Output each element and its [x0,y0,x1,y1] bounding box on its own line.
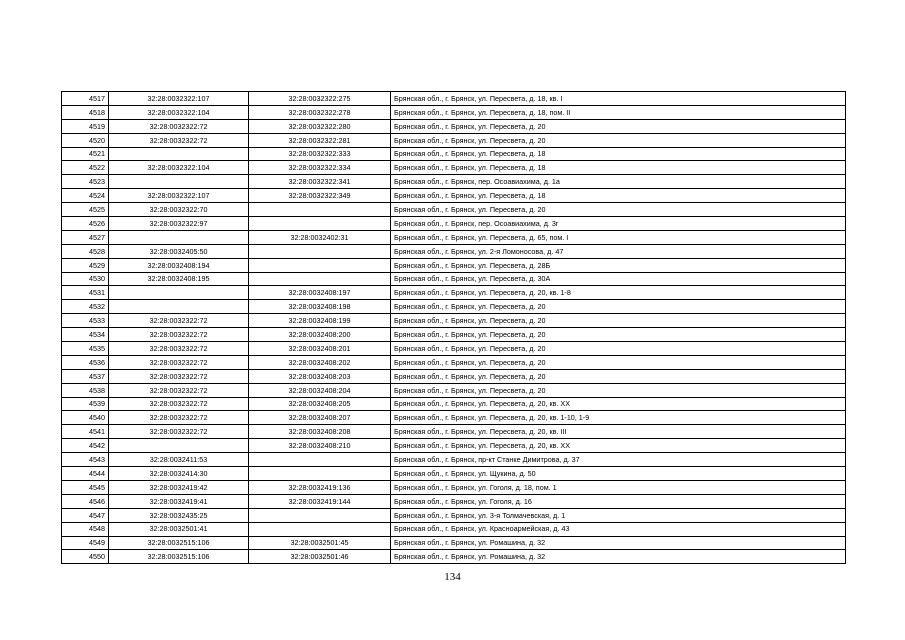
object-cadastral-number-cell: 32:28:0032408:199 [249,314,391,328]
land-cadastral-number-cell: 32:28:0032501:41 [109,522,249,536]
table-row [62,536,846,550]
land-cadastral-number-cell [109,147,249,161]
land-cadastral-number-cell: 32:28:0032322:97 [109,217,249,231]
table-row [62,439,846,453]
object-cadastral-number-cell: 32:28:0032408:208 [249,425,391,439]
object-cadastral-number-cell: 32:28:0032322:278 [249,105,391,119]
table-row [62,522,846,536]
land-cadastral-number-cell: 32:28:0032322:72 [109,328,249,342]
table-row [62,133,846,147]
object-cadastral-number-cell [249,508,391,522]
row-number-cell: 4518 [62,105,109,119]
table-body [62,92,846,564]
object-cadastral-number-cell: 32:28:0032408:203 [249,369,391,383]
land-cadastral-number-cell: 32:28:0032322:72 [109,342,249,356]
land-cadastral-number-cell: 32:28:0032435:25 [109,508,249,522]
table-row [62,480,846,494]
address-cell: Брянская обл., г. Брянск, ул. Пересвета, д. 30А [391,272,846,286]
address-cell: Брянская обл., г. Брянск, ул. Пересвета, д. 18 [391,161,846,175]
object-cadastral-number-cell: 32:28:0032501:46 [249,550,391,564]
row-number-cell: 4543 [62,453,109,467]
address-cell: Брянская обл., г. Брянск, ул. 3-я Толмачевская, д. 1 [391,508,846,522]
object-cadastral-number-cell: 32:28:0032408:210 [249,439,391,453]
land-cadastral-number-cell: 32:28:0032408:195 [109,272,249,286]
object-cadastral-number-cell [249,522,391,536]
land-cadastral-number-cell: 32:28:0032322:72 [109,314,249,328]
object-cadastral-number-cell [249,203,391,217]
table-row [62,355,846,369]
address-cell: Брянская обл., г. Брянск, ул. Пересвета, д. 20 [391,133,846,147]
address-cell: Брянская обл., г. Брянск, ул. Пересвета, д. 18 [391,189,846,203]
land-cadastral-number-cell: 32:28:0032322:72 [109,425,249,439]
object-cadastral-number-cell: 32:28:0032322:275 [249,92,391,106]
row-number-cell: 4536 [62,355,109,369]
address-cell: Брянская обл., г. Брянск, ул. Красноармейская, д. 43 [391,522,846,536]
table-row [62,411,846,425]
object-cadastral-number-cell: 32:28:0032402:31 [249,230,391,244]
address-cell: Брянская обл., г. Брянск, ул. Пересвета, д. 18, кв. I [391,92,846,106]
row-number-cell: 4534 [62,328,109,342]
object-cadastral-number-cell: 32:28:0032408:205 [249,397,391,411]
address-cell: Брянская обл., г. Брянск, ул. Пересвета, д. 20 [391,328,846,342]
row-number-cell: 4544 [62,467,109,481]
address-cell: Брянская обл., г. Брянск, ул. Пересвета, д. 20, кв. 1-8 [391,286,846,300]
address-cell: Брянская обл., г. Брянск, ул. Гоголя, д. 16 [391,494,846,508]
table-row [62,105,846,119]
address-cell: Брянская обл., г. Брянск, ул. Пересвета, д. 18 [391,147,846,161]
object-cadastral-number-cell: 32:28:0032322:281 [249,133,391,147]
land-cadastral-number-cell: 32:28:0032322:70 [109,203,249,217]
table-row [62,272,846,286]
object-cadastral-number-cell: 32:28:0032322:334 [249,161,391,175]
row-number-cell: 4520 [62,133,109,147]
table-row [62,175,846,189]
table-row [62,300,846,314]
row-number-cell: 4519 [62,119,109,133]
object-cadastral-number-cell [249,272,391,286]
cadastral-table [61,91,846,564]
land-cadastral-number-cell: 32:28:0032322:104 [109,161,249,175]
object-cadastral-number-cell: 32:28:0032501:45 [249,536,391,550]
land-cadastral-number-cell: 32:28:0032419:41 [109,494,249,508]
object-cadastral-number-cell: 32:28:0032322:341 [249,175,391,189]
land-cadastral-number-cell: 32:28:0032322:72 [109,411,249,425]
address-cell: Брянская обл., г. Брянск, ул. 2-я Ломоносова, д. 47 [391,244,846,258]
table-row [62,286,846,300]
object-cadastral-number-cell: 32:28:0032408:202 [249,355,391,369]
address-cell: Брянская обл., г. Брянск, ул. Пересвета, д. 20 [391,369,846,383]
table-row [62,397,846,411]
row-number-cell: 4540 [62,411,109,425]
land-cadastral-number-cell [109,175,249,189]
land-cadastral-number-cell: 32:28:0032322:72 [109,119,249,133]
land-cadastral-number-cell: 32:28:0032322:107 [109,189,249,203]
row-number-cell: 4530 [62,272,109,286]
address-cell: Брянская обл., г. Брянск, ул. Пересвета, д. 20 [391,203,846,217]
address-cell: Брянская обл., г. Брянск, пер. Осоавиахима, д. 1а [391,175,846,189]
object-cadastral-number-cell: 32:28:0032408:201 [249,342,391,356]
table-row [62,467,846,481]
row-number-cell: 4542 [62,439,109,453]
object-cadastral-number-cell: 32:28:0032408:204 [249,383,391,397]
land-cadastral-number-cell [109,230,249,244]
page-number: 134 [444,571,461,583]
row-number-cell: 4522 [62,161,109,175]
land-cadastral-number-cell: 32:28:0032322:72 [109,397,249,411]
land-cadastral-number-cell: 32:28:0032322:72 [109,383,249,397]
address-cell: Брянская обл., г. Брянск, ул. Щукина, д. 50 [391,467,846,481]
object-cadastral-number-cell: 32:28:0032408:207 [249,411,391,425]
object-cadastral-number-cell: 32:28:0032408:198 [249,300,391,314]
row-number-cell: 4517 [62,92,109,106]
table-row [62,550,846,564]
object-cadastral-number-cell [249,467,391,481]
row-number-cell: 4539 [62,397,109,411]
land-cadastral-number-cell [109,300,249,314]
row-number-cell: 4547 [62,508,109,522]
object-cadastral-number-cell: 32:28:0032322:280 [249,119,391,133]
address-cell: Брянская обл., г. Брянск, ул. Пересвета, д. 20 [391,383,846,397]
object-cadastral-number-cell: 32:28:0032419:144 [249,494,391,508]
table-row [62,161,846,175]
address-cell: Брянская обл., г. Брянск, ул. Пересвета, д. 65, пом. I [391,230,846,244]
row-number-cell: 4526 [62,217,109,231]
table-row [62,369,846,383]
row-number-cell: 4549 [62,536,109,550]
table-row [62,203,846,217]
address-cell: Брянская обл., г. Брянск, ул. Пересвета, д. 18, пом. II [391,105,846,119]
land-cadastral-number-cell [109,439,249,453]
row-number-cell: 4527 [62,230,109,244]
row-number-cell: 4545 [62,480,109,494]
row-number-cell: 4531 [62,286,109,300]
table-row [62,119,846,133]
row-number-cell: 4548 [62,522,109,536]
land-cadastral-number-cell: 32:28:0032419:42 [109,480,249,494]
object-cadastral-number-cell: 32:28:0032408:197 [249,286,391,300]
address-cell: Брянская обл., г. Брянск, ул. Пересвета, д. 28Б [391,258,846,272]
object-cadastral-number-cell [249,453,391,467]
row-number-cell: 4546 [62,494,109,508]
table-row [62,328,846,342]
object-cadastral-number-cell: 32:28:0032419:136 [249,480,391,494]
table-row [62,244,846,258]
address-cell: Брянская обл., г. Брянск, пр-кт Станке Димитрова, д. 37 [391,453,846,467]
land-cadastral-number-cell: 32:28:0032408:194 [109,258,249,272]
row-number-cell: 4528 [62,244,109,258]
land-cadastral-number-cell [109,286,249,300]
object-cadastral-number-cell: 32:28:0032322:349 [249,189,391,203]
land-cadastral-number-cell: 32:28:0032322:72 [109,355,249,369]
row-number-cell: 4550 [62,550,109,564]
land-cadastral-number-cell: 32:28:0032322:104 [109,105,249,119]
object-cadastral-number-cell [249,258,391,272]
address-cell: Брянская обл., г. Брянск, пер. Осоавиахима, д. 3г [391,217,846,231]
address-cell: Брянская обл., г. Брянск, ул. Пересвета, д. 20, кв. III [391,425,846,439]
table-row [62,230,846,244]
table-row [62,494,846,508]
row-number-cell: 4521 [62,147,109,161]
land-cadastral-number-cell: 32:28:0032411:53 [109,453,249,467]
land-cadastral-number-cell: 32:28:0032405:50 [109,244,249,258]
address-cell: Брянская обл., г. Брянск, ул. Гоголя, д. 18, пом. 1 [391,480,846,494]
address-cell: Брянская обл., г. Брянск, ул. Пересвета, д. 20 [391,300,846,314]
land-cadastral-number-cell: 32:28:0032414:30 [109,467,249,481]
table-row [62,425,846,439]
row-number-cell: 4538 [62,383,109,397]
row-number-cell: 4537 [62,369,109,383]
table-row [62,189,846,203]
row-number-cell: 4525 [62,203,109,217]
address-cell: Брянская обл., г. Брянск, ул. Пересвета, д. 20, кв. XX [391,439,846,453]
address-cell: Брянская обл., г. Брянск, ул. Пересвета, д. 20 [391,119,846,133]
land-cadastral-number-cell: 32:28:0032515:106 [109,550,249,564]
address-cell: Брянская обл., г. Брянск, ул. Пересвета, д. 20, кв. 1-10, 1-9 [391,411,846,425]
table-row [62,383,846,397]
land-cadastral-number-cell: 32:28:0032515:106 [109,536,249,550]
address-cell: Брянская обл., г. Брянск, ул. Ромашина, д. 32 [391,536,846,550]
land-cadastral-number-cell: 32:28:0032322:72 [109,369,249,383]
row-number-cell: 4533 [62,314,109,328]
table-row [62,258,846,272]
table-row [62,453,846,467]
land-cadastral-number-cell: 32:28:0032322:72 [109,133,249,147]
table-row [62,217,846,231]
table-row [62,92,846,106]
object-cadastral-number-cell: 32:28:0032408:200 [249,328,391,342]
object-cadastral-number-cell: 32:28:0032322:333 [249,147,391,161]
object-cadastral-number-cell [249,217,391,231]
table-row [62,342,846,356]
row-number-cell: 4532 [62,300,109,314]
table-row [62,147,846,161]
table-row [62,508,846,522]
table-row [62,314,846,328]
address-cell: Брянская обл., г. Брянск, ул. Пересвета, д. 20, кв. XX [391,397,846,411]
address-cell: Брянская обл., г. Брянск, ул. Пересвета, д. 20 [391,314,846,328]
land-cadastral-number-cell: 32:28:0032322:107 [109,92,249,106]
row-number-cell: 4541 [62,425,109,439]
address-cell: Брянская обл., г. Брянск, ул. Пересвета, д. 20 [391,342,846,356]
row-number-cell: 4523 [62,175,109,189]
address-cell: Брянская обл., г. Брянск, ул. Пересвета, д. 20 [391,355,846,369]
row-number-cell: 4524 [62,189,109,203]
row-number-cell: 4529 [62,258,109,272]
object-cadastral-number-cell [249,244,391,258]
row-number-cell: 4535 [62,342,109,356]
address-cell: Брянская обл., г. Брянск, ул. Ромашина, д. 32 [391,550,846,564]
